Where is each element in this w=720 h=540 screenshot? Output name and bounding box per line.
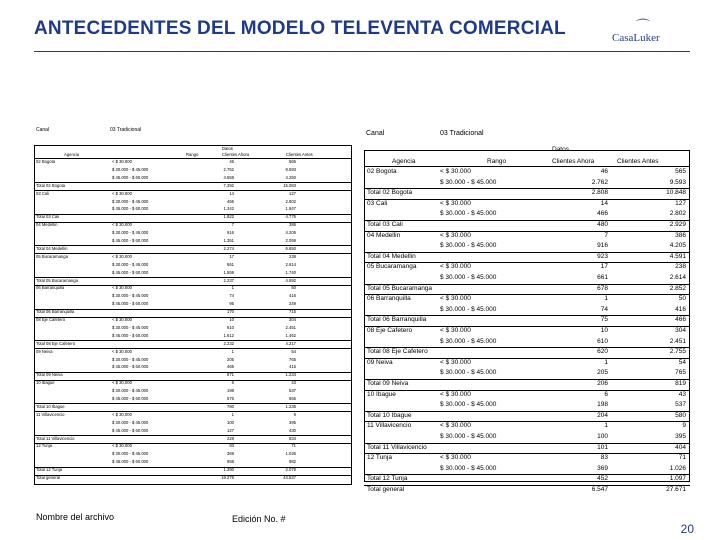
left-antes-cell: 9 xyxy=(293,411,296,417)
left-rango-cell: < $ 30.000 xyxy=(112,443,132,449)
left-antes-cell: 2.059 xyxy=(285,238,296,243)
left-rango-header: Rango xyxy=(186,152,199,157)
left-total-divider xyxy=(34,309,352,310)
right-total-ahora: 678 xyxy=(597,284,608,292)
left-total-label: Total 12 Tunja xyxy=(36,467,63,473)
left-total-divider xyxy=(34,182,352,183)
right-row-divider xyxy=(364,485,690,486)
left-datos-header: Datos xyxy=(222,146,233,151)
right-total-label: Total 03 Cali xyxy=(367,221,403,228)
left-ahora-cell: 1 xyxy=(231,411,234,417)
left-agencia-name: 02 Bogota xyxy=(36,159,56,164)
left-rango-cell: < $ 30.000 xyxy=(112,348,132,354)
right-rango-cell: $ 30.000 - $ 45.000 xyxy=(440,242,497,250)
left-ahora-cell: 1 xyxy=(231,348,234,354)
right-datos-header: Datos xyxy=(552,146,569,153)
right-ahora-cell: 2.762 xyxy=(591,178,608,186)
right-total-ahora: 480 xyxy=(597,221,608,228)
right-total-divider xyxy=(364,411,690,412)
right-total-antes: 819 xyxy=(675,380,686,387)
left-rango-cell: $ 45.000 - $ 60.000 xyxy=(112,427,149,433)
left-rango-cell: $ 45.000 - $ 60.000 xyxy=(112,301,149,307)
right-total-ahora: 101 xyxy=(597,443,608,451)
left-ahora-cell: 958 xyxy=(227,459,234,465)
left-rango-cell: $ 45.000 - $ 60.000 xyxy=(112,238,149,243)
right-ahora-cell: 198 xyxy=(597,401,608,409)
left-ahora-cell: 576 xyxy=(227,396,234,401)
left-total-antes: 715 xyxy=(289,309,296,315)
left-rango-cell: $ 30.000 - $ 45.000 xyxy=(112,293,149,299)
right-agencia-name: 02 Bogota xyxy=(367,168,397,175)
right-agencia-name: 05 Bucaramanga xyxy=(367,263,417,271)
left-ahora-cell: 83 xyxy=(229,443,234,449)
left-total-ahora: 671 xyxy=(227,372,234,378)
right-ahora-cell: 6 xyxy=(604,390,608,398)
left-total-ahora: 2.237 xyxy=(223,277,234,283)
right-rango-cell: < $ 30.000 xyxy=(440,263,471,271)
right-antes-cell: 416 xyxy=(675,305,686,313)
left-total-divider xyxy=(34,277,352,278)
left-rango-cell: < $ 30.000 xyxy=(112,285,132,291)
right-total-general-antes: 27.671 xyxy=(666,486,686,493)
left-antes-cell: 4.250 xyxy=(285,174,296,180)
right-total-label: Total 12 Tunja xyxy=(367,475,408,483)
right-total-antes: 2.755 xyxy=(669,348,686,356)
left-total-label: Total 09 Neiva xyxy=(36,372,63,378)
right-total-divider xyxy=(364,188,690,189)
left-ahora-cell: 1.559 xyxy=(223,269,234,275)
left-total-ahora: 170 xyxy=(227,309,234,315)
right-rango-cell: $ 30.000 - $ 45.000 xyxy=(440,337,497,345)
right-total-antes: 580 xyxy=(675,411,686,419)
right-total-label: Total 08 Eje Cafetero xyxy=(367,348,428,356)
right-agencia-name: 04 Medellin xyxy=(367,231,401,239)
right-antes-cell: 2.802 xyxy=(669,210,686,218)
left-antes-cell: 982 xyxy=(289,459,296,465)
left-total-divider xyxy=(34,245,352,246)
left-rango-cell: $ 45.000 - $ 60.000 xyxy=(112,332,149,338)
left-rango-cell: < $ 30.000 xyxy=(112,222,132,228)
left-antes-cell: 1.462 xyxy=(285,332,296,338)
right-ahora-cell: 10 xyxy=(600,327,608,334)
left-ahora-cell: 610 xyxy=(227,324,234,330)
right-antes-cell: 537 xyxy=(675,401,686,409)
logo-icon: ⌒ xyxy=(636,18,650,34)
right-ahora-cell: 1 xyxy=(604,295,608,303)
left-rango-cell: < $ 30.000 xyxy=(112,380,132,386)
left-agencia-name: 04 Medellin xyxy=(36,222,58,228)
right-ahora-cell: 100 xyxy=(597,433,608,440)
left-total-label: Total 02 Bogota xyxy=(36,182,66,188)
right-antes-cell: 9.593 xyxy=(669,178,686,186)
left-total-general-ahora: 19.276 xyxy=(221,475,234,480)
left-rango-cell: < $ 30.000 xyxy=(112,317,132,322)
left-rango-cell: $ 45.000 - $ 60.000 xyxy=(112,206,149,212)
left-antes-cell: 2.802 xyxy=(285,198,296,204)
left-ahora-cell: 205 xyxy=(227,356,234,362)
right-rango-cell: < $ 30.000 xyxy=(440,199,471,207)
right-antes-cell: 54 xyxy=(678,358,686,366)
left-antes-cell: 1.026 xyxy=(285,451,296,457)
left-antes-cell: 386 xyxy=(289,222,296,228)
right-row-divider xyxy=(364,421,690,422)
left-ahora-cell: 46 xyxy=(229,159,234,164)
left-antes-cell: 415 xyxy=(289,364,296,370)
left-total-label: Total 08 Eje Cafetero xyxy=(36,340,76,346)
left-total-label: Total 11 Villavicencio xyxy=(36,435,75,441)
right-total-label: Total 10 Ibague xyxy=(367,411,412,419)
page-title: ANTECEDENTES DEL MODELO TELEVENTA COMERCIAL xyxy=(34,18,566,39)
right-agencia-name: 11 Villavicencio xyxy=(367,422,412,430)
right-agencia-header: Agencia xyxy=(392,158,416,165)
right-total-ahora: 620 xyxy=(597,348,608,356)
right-antes-cell: 565 xyxy=(675,168,686,175)
left-rango-cell: $ 30.000 - $ 45.000 xyxy=(112,356,149,362)
right-canal-label: Canal xyxy=(366,130,385,137)
left-total-antes: 1.234 xyxy=(285,372,296,378)
right-total-ahora: 206 xyxy=(597,380,608,387)
right-agencia-name: 09 Neiva xyxy=(367,358,393,366)
left-antes-cell: 71 xyxy=(291,443,296,449)
left-row-divider xyxy=(34,190,352,191)
right-ahora-cell: 1 xyxy=(604,422,608,430)
left-ahora-cell: 1.612 xyxy=(223,332,234,338)
left-total-divider xyxy=(34,435,352,436)
left-ahora-cell: 1 xyxy=(231,285,234,291)
left-total-divider xyxy=(34,214,352,215)
left-rango-cell: $ 45.000 - $ 60.000 xyxy=(112,174,149,180)
right-rango-cell: $ 30.000 - $ 45.000 xyxy=(440,210,497,218)
left-total-ahora: 780 xyxy=(227,403,234,409)
left-total-ahora: 2.232 xyxy=(223,340,234,346)
left-ahora-cell: 127 xyxy=(227,427,234,433)
left-ahora-cell: 4.558 xyxy=(223,174,234,180)
left-row-divider xyxy=(34,475,352,476)
right-total-ahora: 204 xyxy=(597,411,608,419)
right-ahora-cell: 916 xyxy=(597,242,608,250)
right-rango-header: Rango xyxy=(487,158,507,165)
left-total-antes: 2.079 xyxy=(285,467,296,473)
right-rango-cell: $ 30.000 - $ 45.000 xyxy=(440,178,497,186)
right-total-label: Total 05 Bucaramanga xyxy=(367,284,433,292)
left-antes-cell: 4.205 xyxy=(285,230,296,236)
left-total-label: Total 05 Bucaramanga xyxy=(36,277,78,283)
left-rango-cell: $ 30.000 - $ 45.000 xyxy=(112,230,149,236)
right-row-divider xyxy=(364,453,690,454)
left-ahora-cell: 100 xyxy=(227,419,234,425)
left-row-divider xyxy=(34,222,352,223)
left-total-ahora: 7.392 xyxy=(223,182,234,188)
right-rango-cell: < $ 30.000 xyxy=(440,422,471,430)
company-logo: CasaLuker xyxy=(612,32,660,44)
left-total-antes: 6.650 xyxy=(285,245,296,251)
right-row-divider xyxy=(364,358,690,359)
left-ahora-cell: 7 xyxy=(231,222,234,228)
left-ahora-cell: 2.762 xyxy=(223,166,234,172)
right-ahora-cell: 661 xyxy=(597,274,608,281)
left-total-ahora: 2.274 xyxy=(223,245,234,251)
right-rango-cell: < $ 30.000 xyxy=(440,295,471,303)
left-agencia-name: 10 Ibague xyxy=(36,380,55,386)
right-agencia-name: 03 Cali xyxy=(367,199,388,207)
right-rango-cell: < $ 30.000 xyxy=(440,327,471,334)
left-total-antes: 834 xyxy=(289,435,296,441)
left-ahora-cell: 661 xyxy=(227,261,234,267)
left-rango-cell: $ 45.000 - $ 60.000 xyxy=(112,459,149,465)
left-row-divider xyxy=(34,411,352,412)
left-agencia-name: 09 Neiva xyxy=(36,348,53,354)
left-antes-cell: 416 xyxy=(289,293,296,299)
right-total-antes: 2.852 xyxy=(669,284,686,292)
right-ahora-cell: 466 xyxy=(597,210,608,218)
right-ahora-cell: 83 xyxy=(600,454,608,462)
title-divider xyxy=(34,51,690,52)
right-total-general-label: Total general xyxy=(367,486,405,493)
left-antes-cell: 249 xyxy=(289,301,296,307)
left-ahora-cell: 916 xyxy=(227,230,234,236)
left-rango-cell: $ 30.000 - $ 45.000 xyxy=(112,324,149,330)
left-total-ahora: 1.822 xyxy=(223,214,234,220)
left-rango-cell: $ 30.000 - $ 45.000 xyxy=(112,261,149,267)
left-table-border xyxy=(34,145,352,485)
left-ahora-cell: 466 xyxy=(227,198,234,204)
right-total-antes: 1.097 xyxy=(669,475,686,483)
right-rango-cell: $ 30.000 - $ 45.000 xyxy=(440,274,497,281)
left-antes-cell: 655 xyxy=(289,396,296,401)
right-total-label: Total 11 Villavicencio xyxy=(367,443,427,451)
left-antes-cell: 50 xyxy=(291,285,296,291)
right-agencia-name: 12 Tunja xyxy=(367,454,392,462)
left-antes-cell: 430 xyxy=(289,427,296,433)
left-rango-cell: $ 30.000 - $ 45.000 xyxy=(112,388,149,394)
left-antes-cell: 1.740 xyxy=(285,269,296,275)
right-antes-cell: 386 xyxy=(675,231,686,239)
right-rango-cell: < $ 30.000 xyxy=(440,358,471,366)
left-antes-cell: 537 xyxy=(289,388,296,394)
left-ahora-cell: 74 xyxy=(229,293,234,299)
left-antes-cell: 765 xyxy=(289,356,296,362)
left-total-antes: 4.592 xyxy=(285,277,296,283)
right-antes-cell: 395 xyxy=(675,433,686,440)
right-ahora-cell: 74 xyxy=(600,305,608,313)
right-rango-cell: < $ 30.000 xyxy=(440,454,471,462)
left-ahora-cell: 1.342 xyxy=(223,206,234,212)
right-rango-cell: $ 30.000 - $ 45.000 xyxy=(440,305,497,313)
left-antes-cell: 238 xyxy=(289,253,296,259)
left-rango-cell: $ 30.000 - $ 45.000 xyxy=(112,451,149,457)
left-rango-cell: < $ 30.000 xyxy=(112,190,132,196)
left-rango-cell: < $ 30.000 xyxy=(112,253,132,259)
left-agencia-name: 05 Bucaramanga xyxy=(36,253,68,259)
left-ahora-cell: 6 xyxy=(231,380,234,386)
right-total-divider xyxy=(364,379,690,380)
footer-edition: Edición No. # xyxy=(232,514,286,524)
right-total-divider xyxy=(364,474,690,475)
left-antes-cell: 43 xyxy=(291,380,296,386)
left-rango-cell: $ 30.000 - $ 45.000 xyxy=(112,419,149,425)
footer-filename: Nombre del archivo xyxy=(36,512,115,522)
right-total-antes: 466 xyxy=(675,316,686,324)
right-antes-cell: 50 xyxy=(678,295,686,303)
left-row-divider xyxy=(34,443,352,444)
left-agencia-header: Agencia xyxy=(64,152,80,157)
right-row-divider xyxy=(364,390,690,391)
right-clientes-antes-header: Clientes Antes xyxy=(617,158,659,165)
left-total-label: Total 06 Barranquilla xyxy=(36,309,75,315)
left-total-divider xyxy=(34,467,352,468)
left-agencia-name: 03 Cali xyxy=(36,190,50,196)
left-ahora-cell: 14 xyxy=(229,190,234,196)
left-header-divider xyxy=(34,158,352,159)
left-antes-cell: 54 xyxy=(291,348,296,354)
left-ahora-cell: 95 xyxy=(229,301,234,307)
left-ahora-cell: 17 xyxy=(229,253,234,259)
right-antes-cell: 2.614 xyxy=(669,274,686,281)
right-row-divider xyxy=(364,199,690,200)
right-total-antes: 4.591 xyxy=(669,252,686,260)
left-agencia-name: 08 Eje Cafetero xyxy=(36,317,66,322)
right-agencia-name: 08 Eje Cafetero xyxy=(367,327,413,334)
right-antes-cell: 71 xyxy=(678,454,686,462)
left-total-antes: 4.217 xyxy=(285,340,296,346)
left-clientes-antes-header: Clientes Antes xyxy=(286,152,313,157)
left-clientes-ahora-header: Clientes Ahora xyxy=(222,152,250,157)
left-agencia-name: 11 Villavicencio xyxy=(36,411,65,417)
right-total-ahora: 923 xyxy=(597,252,608,260)
right-rango-cell: < $ 30.000 xyxy=(440,390,471,398)
right-canal-value: 03 Tradicional xyxy=(440,130,484,137)
left-row-divider xyxy=(34,253,352,254)
right-total-divider xyxy=(364,220,690,221)
right-ahora-cell: 7 xyxy=(604,231,608,239)
right-rango-cell: < $ 30.000 xyxy=(440,231,471,239)
left-agencia-name: 06 Barranquilla xyxy=(36,285,65,291)
right-rango-cell: $ 30.000 - $ 45.000 xyxy=(440,369,497,377)
right-antes-cell: 127 xyxy=(675,199,686,207)
right-total-antes: 404 xyxy=(675,443,686,451)
left-ahora-cell: 1.351 xyxy=(223,238,234,243)
left-rango-cell: < $ 30.000 xyxy=(112,159,132,164)
left-antes-cell: 9.593 xyxy=(285,166,296,172)
left-ahora-cell: 10 xyxy=(229,317,234,322)
left-total-antes: 4.776 xyxy=(285,214,296,220)
right-antes-cell: 304 xyxy=(675,327,686,334)
left-total-label: Total 10 Ibague xyxy=(36,403,65,409)
left-total-divider xyxy=(34,403,352,404)
left-total-ahora: 1.390 xyxy=(223,467,234,473)
right-ahora-cell: 205 xyxy=(597,369,608,377)
left-row-divider xyxy=(34,348,352,349)
right-antes-cell: 765 xyxy=(675,369,686,377)
right-rango-cell: $ 30.000 - $ 45.000 xyxy=(440,401,497,409)
right-total-label: Total 04 Medellin xyxy=(367,252,416,260)
right-header-divider xyxy=(364,166,690,167)
left-total-general-label: Total general xyxy=(36,475,60,480)
left-rango-cell: $ 45.000 - $ 60.000 xyxy=(112,364,149,370)
right-antes-cell: 9 xyxy=(682,422,686,430)
left-row-divider xyxy=(34,285,352,286)
left-agencia-name: 12 Tunja xyxy=(36,443,53,449)
right-agencia-name: 10 Ibague xyxy=(367,390,396,398)
left-rango-cell: $ 30.000 - $ 45.000 xyxy=(112,166,149,172)
left-canal-value: 03 Tradicional xyxy=(110,127,142,133)
right-agencia-name: 06 Barranquilla xyxy=(367,295,411,303)
left-ahora-cell: 465 xyxy=(227,364,234,370)
right-antes-cell: 2.451 xyxy=(669,337,686,345)
right-total-ahora: 452 xyxy=(597,475,608,483)
right-total-ahora: 2.808 xyxy=(591,189,608,197)
left-row-divider xyxy=(34,317,352,318)
right-rango-cell: < $ 30.000 xyxy=(440,168,471,175)
left-antes-cell: 127 xyxy=(289,190,296,196)
right-ahora-cell: 17 xyxy=(600,263,608,271)
right-ahora-cell: 46 xyxy=(600,168,608,175)
right-row-divider xyxy=(364,326,690,327)
left-rango-cell: $ 30.000 - $ 45.000 xyxy=(112,198,149,204)
left-antes-cell: 1.847 xyxy=(285,206,296,212)
right-total-label: Total 09 Neiva xyxy=(367,380,409,387)
left-antes-cell: 395 xyxy=(289,419,296,425)
right-row-divider xyxy=(364,294,690,295)
right-row-divider xyxy=(364,231,690,232)
right-rango-cell: $ 30.000 - $ 45.000 xyxy=(440,433,497,440)
right-total-general-ahora: 6.547 xyxy=(591,486,608,493)
right-ahora-cell: 610 xyxy=(597,337,608,345)
right-ahora-cell: 1 xyxy=(604,358,608,366)
left-total-divider xyxy=(34,340,352,341)
left-total-antes: 1.235 xyxy=(285,403,296,409)
left-ahora-cell: 198 xyxy=(227,388,234,394)
left-row-divider xyxy=(34,380,352,381)
right-total-antes: 2.929 xyxy=(669,221,686,228)
right-antes-cell: 238 xyxy=(675,263,686,271)
right-ahora-cell: 369 xyxy=(597,464,608,472)
right-antes-cell: 1.026 xyxy=(669,464,686,472)
left-total-divider xyxy=(34,372,352,373)
left-total-ahora: 228 xyxy=(227,435,234,441)
right-total-label: Total 06 Barranquilla xyxy=(367,316,427,324)
right-total-label: Total 02 Bogota xyxy=(367,189,413,197)
left-antes-cell: 2.614 xyxy=(285,261,296,267)
left-total-label: Total 03 Cali xyxy=(36,214,60,220)
right-total-ahora: 75 xyxy=(600,316,608,324)
right-antes-cell: 4.205 xyxy=(669,242,686,250)
left-total-antes: 15.083 xyxy=(283,182,296,188)
left-ahora-cell: 369 xyxy=(227,451,234,457)
right-clientes-ahora-header: Clientes Ahora xyxy=(552,158,595,165)
left-canal-label: Canal xyxy=(36,127,50,133)
left-rango-cell: $ 45.000 - $ 60.000 xyxy=(112,269,149,275)
left-total-general-antes: 44.527 xyxy=(283,475,296,480)
left-total-label: Total 04 Medellin xyxy=(36,245,68,251)
page-number: 20 xyxy=(680,522,694,536)
right-total-antes: 10.848 xyxy=(666,189,686,197)
right-rango-cell: $ 30.000 - $ 45.000 xyxy=(440,464,497,472)
right-ahora-cell: 14 xyxy=(600,199,608,207)
left-rango-cell: < $ 30.000 xyxy=(112,411,132,417)
right-antes-cell: 43 xyxy=(678,390,686,398)
left-antes-cell: 304 xyxy=(289,317,296,322)
left-antes-cell: 2.451 xyxy=(285,324,296,330)
left-antes-cell: 565 xyxy=(289,159,296,164)
left-rango-cell: $ 45.000 - $ 60.000 xyxy=(112,396,149,401)
